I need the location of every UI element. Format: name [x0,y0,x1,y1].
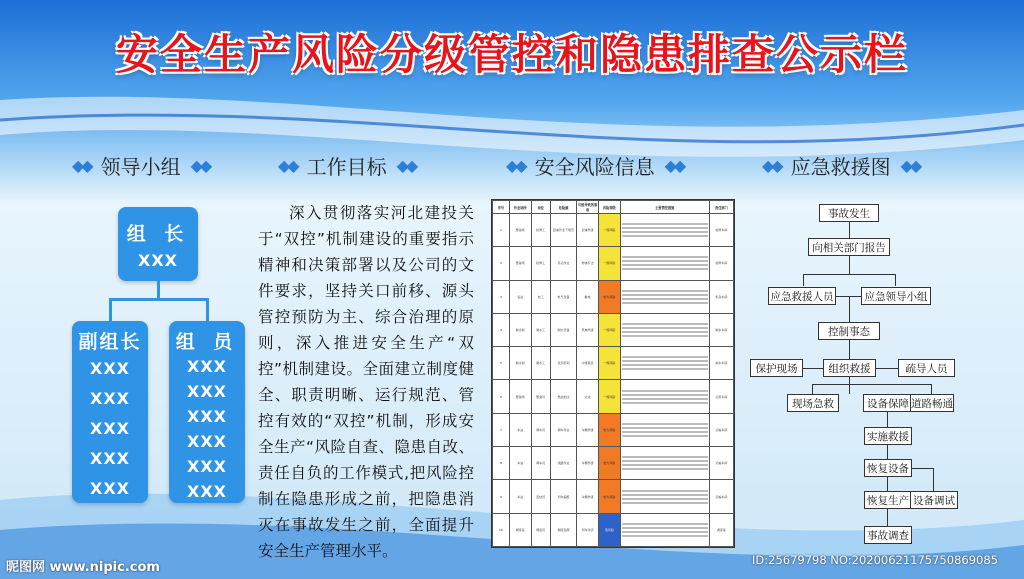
table-cell: 3 [493,280,510,313]
risk-level-cell: 较大风险 [599,480,621,513]
table-cell: 车辆伤害 [577,480,599,513]
flow-line [887,412,888,427]
table-cell: 2 [493,247,510,280]
risk-level-cell: 一般风险 [599,347,621,380]
table-cell: 9 [493,480,510,513]
text-line [622,294,708,296]
table-cell: 10 [493,513,510,546]
text-line [622,531,708,533]
flow-node-control: 控制事态 [818,322,880,340]
table-row [493,280,734,313]
table-cell: 吊运作业 [550,247,577,280]
table-cell: 8 [493,447,510,480]
risk-level-cell: 较大风险 [599,447,621,480]
table-cell: 运输车间 [709,480,733,513]
deputy-title: 副组长 [78,331,142,353]
flow-node-equipment: 设备保障 [863,394,913,412]
text-line [622,356,708,358]
member-title: 组 员 [175,331,239,353]
table-cell: 调度室 [509,513,531,546]
flow-node-evacuate: 疏导人员 [898,359,955,377]
flow-node-restore-production: 恢复生产 [864,491,912,509]
flow-node-leader-group: 应急领导小组 [861,287,931,305]
text-line [622,494,708,496]
connector-line [157,281,160,299]
text-line [622,398,708,400]
table-cell: 列车编组 [550,480,577,513]
table-cell: 化学药剂 [550,347,577,380]
table-cell: 物体打击 [577,247,599,280]
table-header-row [493,201,734,214]
leader-head-name: XXX [137,251,178,270]
text-line [622,235,708,237]
connector-line [109,298,112,321]
flow-line [849,297,850,322]
section-leader-title: 领导小组 [100,154,181,179]
risk-level-cell: 低风险 [599,513,621,546]
table-cell: 运输车间 [709,413,733,446]
text-line [622,268,708,270]
table-cell: 检修工 [531,247,550,280]
table-cell-measures [620,513,709,546]
table-cell: 整备场 [509,214,531,247]
table-cell: 列车冲突 [577,513,599,546]
flow-line [931,384,932,394]
section-leader [72,152,209,178]
table-cell: 电工 [531,280,550,313]
flow-node-protect-site: 保护现场 [750,359,803,377]
table-cell: 制水车间 [709,313,733,346]
leader-head-title: 组 长 [126,223,190,245]
right-arrows-icon: ◆◆ [396,155,416,175]
flow-line [803,274,896,275]
table-cell: 燃油加注 [550,380,577,413]
table-row [493,247,734,280]
left-arrows-icon: ◆◆ [506,155,525,175]
table-cell-measures [620,413,709,446]
section-goal-title: 工作目标 [306,154,387,179]
table-row [493,380,734,413]
flow-line [849,222,850,238]
risk-level-cell: 一般风险 [599,313,621,346]
text-line [622,431,708,433]
left-arrows-icon: ◆◆ [762,155,781,175]
table-cell: 车站 [509,413,531,446]
flow-node-restore-equipment: 恢复设备 [864,459,912,477]
table-cell: 车站 [509,480,531,513]
flow-node-investigation: 事故调查 [864,526,912,544]
table-row [493,480,734,513]
table-cell: 制水间 [509,313,531,346]
table-cell: 电气设备 [550,280,577,313]
table-header: 危险源 [550,201,577,214]
table-cell: 线路作业 [550,447,577,480]
table-cell-measures [620,480,709,513]
flow-line [876,368,898,369]
table-cell: 触电 [577,280,599,313]
table-cell: 起重伤害 [577,214,599,247]
text-line [622,227,708,229]
connector-line [206,298,209,321]
watermark-id: ID:25679798 NO:20200621175750869085 [752,553,998,567]
flow-node-road: 道路畅通 [910,394,954,412]
flow-node-implement: 实施救援 [864,427,912,445]
table-cell: 中毒窒息 [577,347,599,380]
table-cell: 整备员 [531,380,550,413]
table-cell: 制水工 [531,347,550,380]
table-cell: 7 [493,413,510,446]
risk-level-cell: 一般风险 [599,214,621,247]
flow-line [812,384,813,394]
watermark-logo: 昵图网 www.nipic.com [6,560,160,575]
table-cell: 整备场 [509,380,531,413]
text-line [622,360,708,362]
deputy-name: XXX [89,419,130,438]
text-line [622,490,708,492]
flow-line [803,368,823,369]
table-row [493,447,734,480]
table-cell-measures [620,380,709,413]
flow-line [895,274,896,286]
table-cell: 调车作业 [550,413,577,446]
deputy-box [72,321,148,503]
member-name: XXX [186,407,227,426]
deputy-name: XXX [89,389,130,408]
table-header: 可能导致的事故 [577,201,599,214]
text-line [622,456,708,458]
text-line [622,423,708,425]
flow-line [803,274,804,286]
text-line [622,464,708,466]
table-cell: 机械伤害 [577,313,599,346]
right-arrows-icon: ◆◆ [900,155,920,175]
member-name: XXX [186,357,227,376]
text-line [622,323,708,325]
flow-node-accident: 事故发生 [819,204,879,222]
text-line [622,331,708,333]
text-line [622,327,708,329]
table-cell-measures [620,447,709,480]
table-row [493,413,734,446]
table-cell: 4 [493,313,510,346]
text-line [622,335,708,337]
flow-line [849,256,850,274]
flow-line [887,509,888,526]
table-row [493,214,734,247]
table-header: 主要管控措施 [620,201,709,214]
table-cell-measures [620,313,709,346]
text-line [622,402,708,404]
member-name: XXX [186,382,227,401]
member-name: XXX [186,482,227,501]
text-line [622,435,708,437]
text-line [622,390,708,392]
flow-line [912,468,934,469]
text-line [622,256,708,258]
table-cell-measures [620,214,709,247]
table-cell-measures [620,347,709,380]
flow-line [887,445,888,459]
table-header: 岗位 [531,201,550,214]
flow-line [933,468,934,491]
flow-node-first-aid: 现场急救 [787,394,839,412]
leader-head-box [118,207,198,281]
table-cell: 运用车间 [709,380,733,413]
goal-paragraph: 深入贯彻落实河北建投关于“双控”机制建设的重要指示精神和决策部署以及公司的文件要求，坚持关口前移、源头管控预防为主、综合治理的原则，深入推进安全生产“双控”机制建设。全面建立制度健全、职责明晰、运行规范、管控有效的“双控”机制，形成安全生产“风险自查、隐患自改、责任自负的工作模式,把风险控制在隐患形成之前，把隐患消灭在事故发生之前，全面提升安全生产管理水平。 [258,204,474,560]
text-line [622,427,708,429]
left-arrows-icon: ◆◆ [278,155,297,175]
section-risk-title: 安全风险信息 [534,154,655,179]
table-cell: 运输车间 [709,447,733,480]
table-cell: 起重作业不规范 [550,214,577,247]
table-cell: 火灾 [577,380,599,413]
table-cell: 检修车间 [709,214,733,247]
left-arrows-icon: ◆◆ [72,155,91,175]
table-cell-measures [620,280,709,313]
section-risk [506,152,683,178]
deputy-name: XXX [89,359,130,378]
flow-node-report: 向相关部门报告 [808,238,890,256]
table-cell: 调车员 [531,447,550,480]
right-arrows-icon: ◆◆ [664,155,684,175]
table-cell: 连结员 [531,480,550,513]
table-row [493,313,734,346]
risk-level-cell: 一般风险 [599,247,621,280]
deputy-name: XXX [89,449,130,468]
deputy-name: XXX [89,479,130,498]
table-cell: 6 [493,380,510,413]
flow-node-organize: 组织救援 [823,359,876,377]
text-line [622,231,708,233]
member-name: XXX [186,457,227,476]
text-line [622,502,708,504]
table-cell: 整备场 [509,247,531,280]
text-line [622,523,708,525]
table-cell: 制水工 [531,313,550,346]
table-cell: 1 [493,214,510,247]
table-cell: 制水间 [509,347,531,380]
text-line [622,364,708,366]
table-cell: 5 [493,347,510,380]
risk-level-cell: 一般风险 [599,380,621,413]
table-cell: 调度员 [531,513,550,546]
table-header: 责任部门 [709,201,733,214]
table-row [493,513,734,546]
table-cell: 检修车间 [709,247,733,280]
section-rescue [762,152,919,178]
flow-node-rescue-staff: 应急救援人员 [768,287,836,305]
flow-line [812,384,932,385]
table-header: 风险等级 [599,201,621,214]
table-header: 序号 [493,201,510,214]
text-line [622,394,708,396]
table-row [493,347,734,380]
connector-line [109,298,209,301]
page-title: 安全生产风险分级管控和隐患排查公示栏 [115,30,908,79]
table-cell: 机务车间 [709,280,733,313]
table-cell: 各站 [509,280,531,313]
text-line [622,468,708,470]
text-line [622,290,708,292]
table-header: 作业场所 [509,201,531,214]
member-box [169,321,245,503]
table-cell: 车站 [509,447,531,480]
flow-line [887,477,888,491]
table-cell: 车辆伤害 [577,413,599,446]
text-line [622,527,708,529]
flow-line [849,340,850,359]
flow-node-debug: 设备调试 [910,491,958,509]
table-cell: 调度室 [709,513,733,546]
text-line [622,223,708,225]
risk-table [491,199,735,548]
table-cell: 检修工 [531,214,550,247]
text-line [622,368,708,370]
right-arrows-icon: ◆◆ [190,155,210,175]
table-cell: 调度指挥 [550,513,577,546]
section-goal [278,152,415,178]
table-cell: 车辆伤害 [577,447,599,480]
text-line [622,460,708,462]
table-cell: 制水车间 [709,347,733,380]
table-cell-measures [620,247,709,280]
member-name: XXX [186,432,227,451]
section-rescue-title: 应急救援图 [790,154,891,179]
text-line [622,535,708,537]
flow-line [849,377,850,394]
text-line [622,264,708,266]
text-line [622,298,708,300]
table-cell: 调车员 [531,413,550,446]
text-line [622,260,708,262]
text-line [622,302,708,304]
risk-level-cell: 较大风险 [599,280,621,313]
risk-level-cell: 较大风险 [599,413,621,446]
table-cell: 制水设备 [550,313,577,346]
text-line [622,498,708,500]
